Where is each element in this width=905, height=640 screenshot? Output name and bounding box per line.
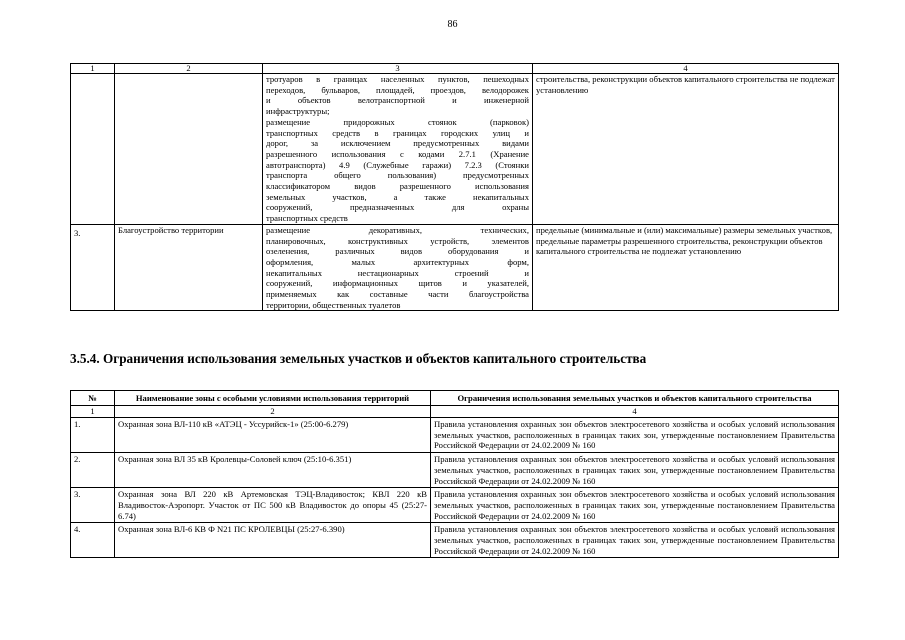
use-description: тротуаров в границах населенных пунктов, пешеходных переходов, бульваров, площадей, проездов, велодорожек и объектов велотранспортной и инженерной инфраструктуры; размещение придорожных стоянок (парковок) транспортных средств в границах городских улиц и дорог, за исключением предусмотренных видами разрешенного использования с кодами 2.7.1 (Хранение автотранспорта) 4.9 (Служебные гаражи) 7.2.3 (Стоянки транспорта общего пользования) предусмотренных классификатором видов разрешенного использования земельных участков, а также некапитальных сооружений, предназначенных для охраны транспортных средств bbox=[263, 74, 533, 225]
land-use-table bbox=[70, 63, 839, 311]
parameters-text: строительства, реконструкции объектов капитального строительства не подлежат установлению bbox=[533, 74, 839, 225]
zone-name: Охранная зона ВЛ-6 КВ Ф N21 ПС КРОЛЕВЦЫ (25:27-6.390) bbox=[115, 523, 431, 558]
row-number: 1. bbox=[71, 418, 115, 453]
zone-name: Охранная зона ВЛ 35 кВ Кролевцы-Соловей ключ (25:10-6.351) bbox=[115, 453, 431, 488]
col-number: 2 bbox=[115, 64, 263, 74]
header-num: № bbox=[71, 391, 115, 406]
restriction-text: Правила установления охранных зон объектов электросетевого хозяйства и особых условий использования земельных участков, расположенных в границах таких зон, утвержденные постановлением Правительства Российской Федерации от 24.02.2009 № 160 bbox=[431, 488, 839, 523]
row-number: 3. bbox=[71, 488, 115, 523]
table-row bbox=[71, 224, 839, 311]
section-title: 3.5.4. Ограничения использования земельных участков и объектов капитального строительства bbox=[70, 351, 647, 366]
zone-name: Охранная зона ВЛ-110 кВ «АТЭЦ - Уссурийск-1» (25:00-6.279) bbox=[115, 418, 431, 453]
restriction-text: Правила установления охранных зон объектов электросетевого хозяйства и особых условий использования земельных участков, расположенных в границах таких зон, утвержденные постановлением Правительства Российской Федерации от 24.02.2009 № 160 bbox=[431, 523, 839, 558]
column-number-row bbox=[71, 64, 839, 74]
table-row bbox=[71, 418, 839, 453]
use-name: Благоустройство территории bbox=[115, 224, 263, 311]
row-number: 3. bbox=[71, 224, 115, 311]
table-row bbox=[71, 453, 839, 488]
column-number-row bbox=[71, 406, 839, 418]
table-row bbox=[71, 523, 839, 558]
header-restrictions: Ограничения использования земельных участков и объектов капитального строительства bbox=[431, 391, 839, 406]
col-number: 2 bbox=[115, 406, 431, 418]
restrictions-table bbox=[70, 390, 839, 558]
row-number: 2. bbox=[71, 453, 115, 488]
col-number: 1 bbox=[71, 64, 115, 74]
col-number: 4 bbox=[533, 64, 839, 74]
col-number: 3 bbox=[263, 64, 533, 74]
restriction-text: Правила установления охранных зон объектов электросетевого хозяйства и особых условий использования земельных участков, расположенных в границах таких зон, утвержденные постановлением Правительства Российской Федерации от 24.02.2009 № 160 bbox=[431, 453, 839, 488]
row-number: 4. bbox=[71, 523, 115, 558]
use-description: размещение декоративных, технических, планировочных, конструктивных устройств, элементов озеленения, различных видов оборудования и оформления, малых архитектурных форм, некапитальных нестационарных строений и сооружений, информационных щитов и указателей, применяемых как составные части благоустройства территории, общественных туалетов bbox=[263, 224, 533, 311]
table-row bbox=[71, 488, 839, 523]
restriction-text: Правила установления охранных зон объектов электросетевого хозяйства и особых условий использования земельных участков, расположенных в границах таких зон, утвержденные постановлением Правительства Российской Федерации от 24.02.2009 № 160 bbox=[431, 418, 839, 453]
col-number: 4 bbox=[431, 406, 839, 418]
table-row bbox=[71, 74, 839, 225]
header-row bbox=[71, 391, 839, 406]
zone-name: Охранная зона ВЛ 220 кВ Артемовская ТЭЦ-Владивосток; КВЛ 220 кВ Владивосток-Аэропорт. Участок от ПС 500 кВ Владивосток до опоры 45 (25:27-6.74) bbox=[115, 488, 431, 523]
parameters-text: предельные (минимальные и (или) максимальные) размеры земельных участков, предельные параметры разрешенного строительства, реконструкции объектов капитального строительства не подлежат установлению bbox=[533, 224, 839, 311]
col-number: 1 bbox=[71, 406, 115, 418]
page-number: 86 bbox=[447, 19, 458, 30]
header-zone: Наименование зоны с особыми условиями использования территорий bbox=[115, 391, 431, 406]
